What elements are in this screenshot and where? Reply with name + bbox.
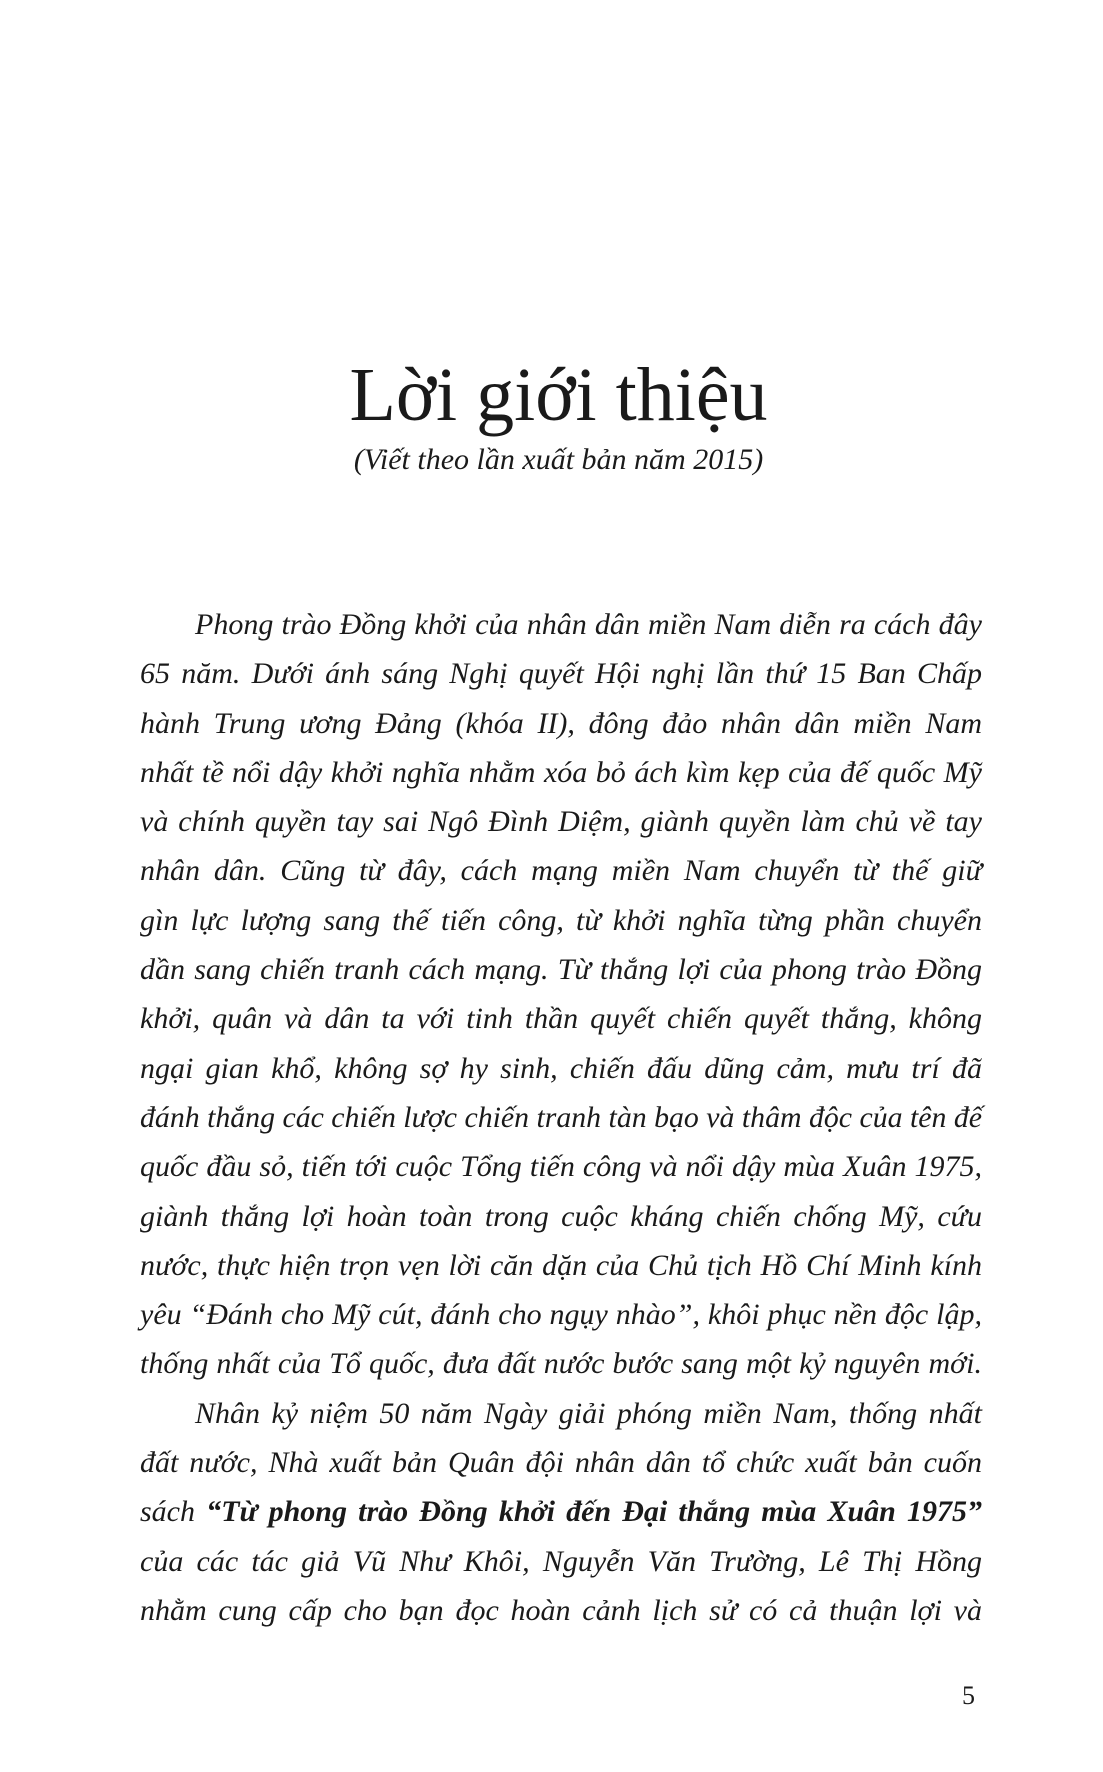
text-line: Nhân kỷ niệm 50 năm Ngày giải phóng miền Nam, thống nhất xyxy=(195,1396,982,1430)
page-number: 5 xyxy=(962,1681,975,1710)
text-line-row xyxy=(140,797,982,846)
text-line-row xyxy=(140,1044,982,1093)
text-line-row xyxy=(140,600,982,649)
text-line-row xyxy=(140,846,982,895)
text-line-row xyxy=(140,1438,982,1487)
text-line-row xyxy=(140,896,982,945)
text-line-row xyxy=(140,1241,982,1290)
text-line-row xyxy=(140,1487,982,1536)
text-line-row xyxy=(140,1389,982,1438)
text-line: quốc đầu sỏ, tiến tới cuộc Tổng tiến công và nổi dậy mùa Xuân 1975, xyxy=(140,1150,982,1184)
body-text xyxy=(140,600,982,1635)
paragraph-1 xyxy=(140,600,982,1389)
text-line-row xyxy=(140,649,982,698)
text-line: đánh thắng các chiến lược chiến tranh tàn bạo và thâm độc của tên đế xyxy=(140,1100,982,1134)
text-line-row xyxy=(140,699,982,748)
text-line-row xyxy=(140,1339,982,1388)
text-line: nhất tề nổi dậy khởi nghĩa nhằm xóa bỏ ách kìm kẹp của đế quốc Mỹ xyxy=(140,755,982,789)
text-line: khởi, quân và dân ta với tinh thần quyết chiến quyết thắng, không xyxy=(140,1002,982,1036)
text-line-row xyxy=(140,1142,982,1191)
text-line: gìn lực lượng sang thế tiến công, từ khởi nghĩa từng phần chuyển xyxy=(140,903,982,937)
text-line-row xyxy=(140,1192,982,1241)
page-title: Lời giới thiệu xyxy=(349,353,768,437)
text-line: thống nhất của Tổ quốc, đưa đất nước bước sang một kỷ nguyên mới. xyxy=(140,1347,982,1381)
paragraph-2 xyxy=(140,1389,982,1635)
text-line: dần sang chiến tranh cách mạng. Từ thắng lợi của phong trào Đồng xyxy=(140,953,982,987)
text-segment: sách xyxy=(140,1495,207,1529)
text-line-row xyxy=(140,1093,982,1142)
text-line: giành thắng lợi hoàn toàn trong cuộc kháng chiến chống Mỹ, cứu xyxy=(140,1199,982,1233)
text-line: hành Trung ương Đảng (khóa II), đông đảo nhân dân miền Nam xyxy=(140,706,982,740)
text-line: yêu “Đánh cho Mỹ cút, đánh cho ngụy nhào”, khôi phục nền độc lập, xyxy=(140,1298,982,1332)
text-line: nhằm cung cấp cho bạn đọc hoàn cảnh lịch sử có cả thuận lợi và xyxy=(140,1593,982,1627)
text-line-row xyxy=(140,1586,982,1635)
text-line-row xyxy=(140,994,982,1043)
text-line: nhân dân. Cũng từ đây, cách mạng miền Nam chuyển từ thế giữ xyxy=(140,854,982,888)
text-line: 65 năm. Dưới ánh sáng Nghị quyết Hội nghị lần thứ 15 Ban Chấp xyxy=(140,657,982,691)
text-line-with-book-title xyxy=(140,1487,982,1536)
text-line: của các tác giả Vũ Như Khôi, Nguyễn Văn Trường, Lê Thị Hồng xyxy=(140,1544,982,1578)
page-subtitle: (Viết theo lần xuất bản năm 2015) xyxy=(353,443,764,476)
text-line-row xyxy=(140,1290,982,1339)
text-line-row xyxy=(140,945,982,994)
text-line: Phong trào Đồng khởi của nhân dân miền Nam diễn ra cách đây xyxy=(195,608,982,641)
book-title: “Từ phong trào Đồng khởi đến Đại thắng mùa Xuân 1975” xyxy=(206,1495,982,1529)
text-line: ngại gian khổ, không sợ hy sinh, chiến đấu dũng cảm, mưu trí đã xyxy=(140,1051,982,1085)
text-line-row xyxy=(140,748,982,797)
text-line: đất nước, Nhà xuất bản Quân đội nhân dân tổ chức xuất bản cuốn xyxy=(140,1446,982,1480)
text-line: nước, thực hiện trọn vẹn lời căn dặn của Chủ tịch Hồ Chí Minh kính xyxy=(140,1248,982,1282)
text-line-row xyxy=(140,1537,982,1586)
text-line: và chính quyền tay sai Ngô Đình Diệm, giành quyền làm chủ về tay xyxy=(140,805,982,839)
